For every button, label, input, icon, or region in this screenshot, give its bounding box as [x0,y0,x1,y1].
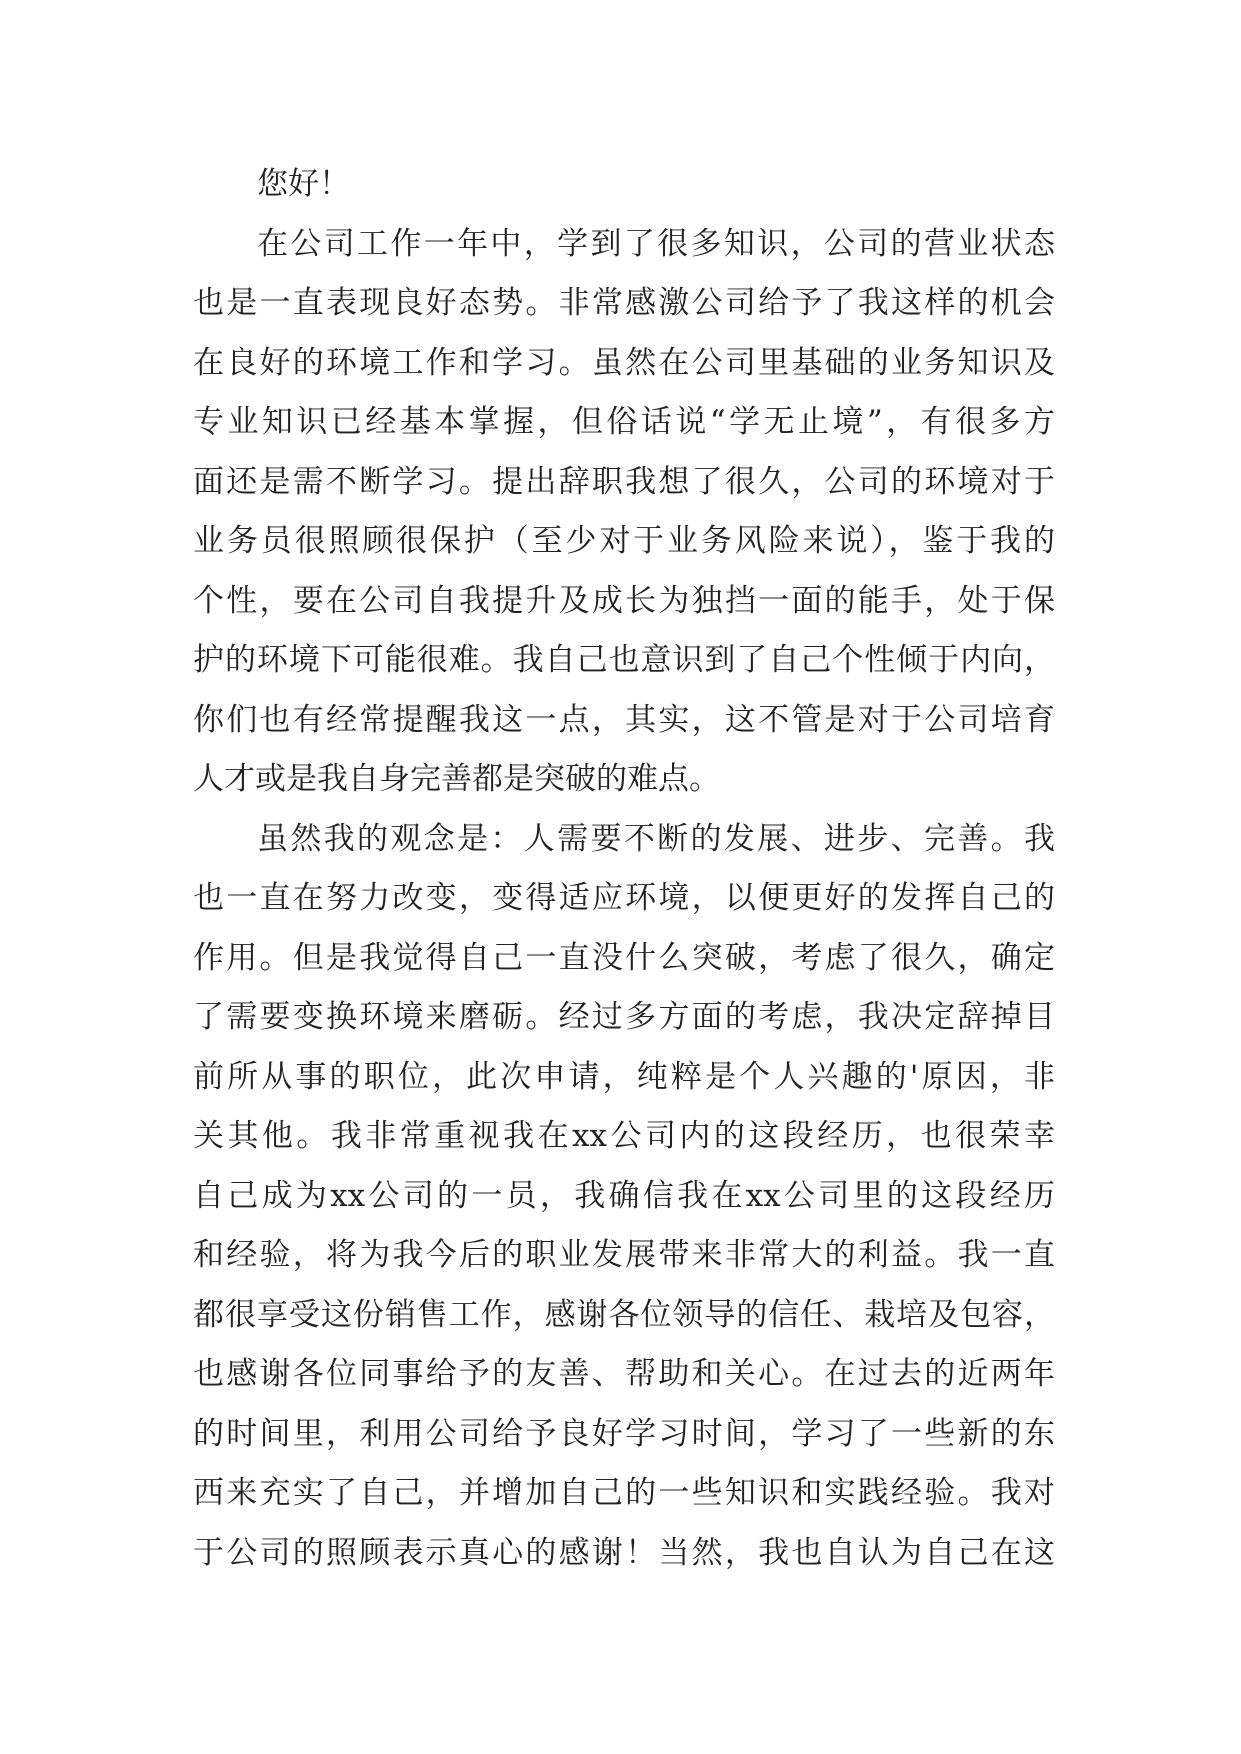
paragraph-2-line-3: 作用。但是我觉得自己一直没什么突破，考虑了很久，确定 [193,939,1055,976]
paragraph-1-line-3: 在良好的环境工作和学习。虽然在公司里基础的业务知识及 [193,344,1055,381]
paragraph-1-line-5: 面还是需不断学习。提出辞职我想了很久，公司的环境对于 [193,463,1055,500]
paragraph-1-line-1: 在公司工作一年中，学到了很多知识，公司的营业状态 [257,225,1055,262]
paragraph-2-line-10: 也感谢各位同事给予的友善、帮助和关心。在过去的近两年 [193,1356,1055,1392]
paragraph-2-line-2: 也一直在努力改变，变得适应环境，以便更好的发挥自己的 [193,880,1055,916]
paragraph-1-line-8: 护的环境下可能很难。我自己也意识到了自己个性倾于内向， [193,642,1055,678]
paragraph-2-line-6: 关其他。我非常重视我在xx公司内的这段经历，也很荣幸 [193,1118,1055,1154]
paragraph-2-line-5: 前所从事的职位，此次申请，纯粹是个人兴趣的'原因，非 [193,1058,1055,1095]
paragraph-2-line-13: 于公司的照顾表示真心的感谢！当然，我也自认为自己在这 [193,1534,1055,1571]
paragraph-1-line-10: 人才或是我自身完善都是突破的难点。 [193,761,720,797]
paragraph-2-line-4: 了需要变换环境来磨砺。经过多方面的考虑，我决定辞掉目 [193,999,1055,1035]
paragraph-1-line-7: 个性，要在公司自我提升及成长为独挡一面的能手，处于保 [193,582,1055,619]
paragraph-2-line-7: 自己成为xx公司的一员，我确信我在xx公司里的这段经历 [193,1177,1055,1214]
paragraph-2-line-8: 和经验，将为我今后的职业发展带来非常大的利益。我一直 [193,1237,1055,1273]
greeting-line: 您好！ [257,166,350,202]
paragraph-2-line-1: 虽然我的观念是：人需要不断的发展、进步、完善。我 [257,820,1055,857]
paragraph-1-line-6: 业务员很照顾很保护（至少对于业务风险来说），鉴于我的 [193,523,1055,559]
letter-body [193,155,1055,1583]
paragraph-1-line-9: 你们也有经常提醒我这一点，其实，这不管是对于公司培育 [193,701,1055,738]
paragraph-1-line-4: 专业知识已经基本掌握，但俗话说“学无止境”，有很多方 [193,404,1055,440]
paragraph-2-line-12: 西来充实了自己，并增加自己的一些知识和实践经验。我对 [193,1475,1055,1511]
paragraph-1-line-2: 也是一直表现良好态势。非常感激公司给予了我这样的机会 [193,285,1055,321]
paragraph-2-line-11: 的时间里，利用公司给予良好学习时间，学习了一些新的东 [193,1415,1055,1452]
paragraph-2-line-9: 都很享受这份销售工作，感谢各位领导的信任、栽培及包容， [193,1296,1055,1333]
